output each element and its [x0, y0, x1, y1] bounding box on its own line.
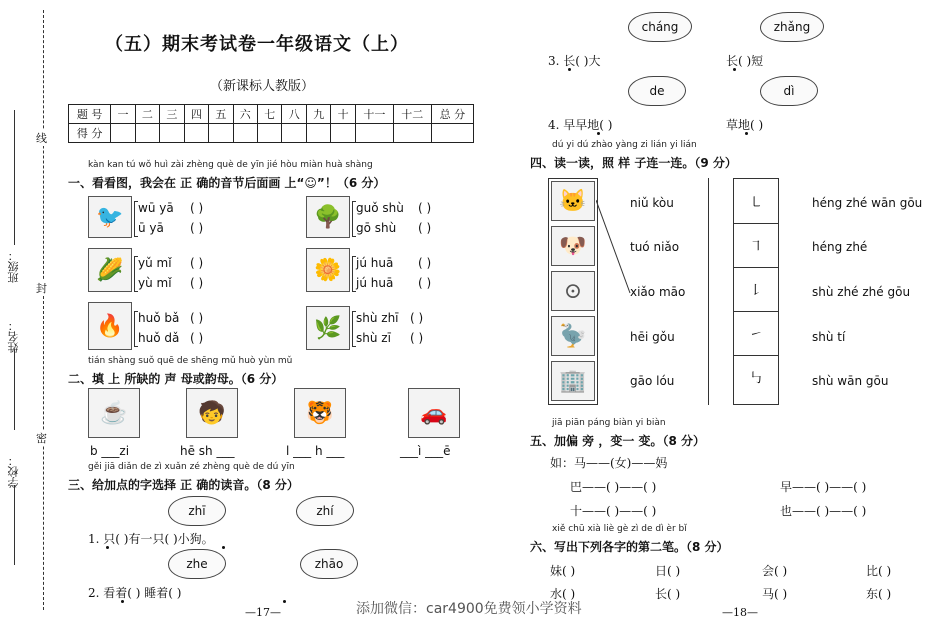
bracket: [134, 256, 138, 292]
option-a: huǒ bǎ: [138, 311, 180, 325]
building-icon: 🏢: [551, 361, 595, 401]
option-b: ū yā: [138, 221, 164, 235]
class-label: 班级：: [7, 250, 20, 283]
score-cell: 四: [184, 105, 208, 124]
emphasis-dot: [121, 600, 124, 603]
class-line: [14, 110, 15, 245]
score-input[interactable]: [160, 124, 184, 143]
stroke-answer[interactable]: 日( ): [655, 564, 681, 578]
answer-paren[interactable]: ( ): [190, 201, 204, 215]
answer-paren[interactable]: ( ): [190, 311, 204, 325]
score-cell: 十一: [355, 105, 393, 124]
section3-pinyin: gěi jiā diǎn de zì xuǎn zé zhèng què de dú yīn: [88, 462, 295, 472]
pinyin-leaf: zhe: [168, 549, 226, 579]
option-a: shù zhī: [356, 311, 399, 325]
score-cell: 六: [233, 105, 257, 124]
example-line: 如：马——(女)——妈: [550, 456, 668, 470]
stroke-glyph: ㇕: [734, 224, 778, 268]
emphasis-dot: [733, 68, 736, 71]
score-cell: 十二: [393, 105, 431, 124]
section1-pinyin: kàn kan tú wǒ huì zài zhèng què de yīn jié hòu miàn huà shàng: [88, 160, 373, 170]
stroke-glyph: ㇀: [734, 312, 778, 356]
seal-mi: 密: [36, 432, 47, 445]
stroke-glyph: ㇙: [734, 268, 778, 312]
section2-title: 二、填 上 所缺的 声 母或韵母。（6 分）: [68, 372, 284, 386]
page-number-right: —18—: [722, 606, 758, 619]
dog-icon: 🐶: [551, 226, 595, 266]
score-cell: 三: [160, 105, 184, 124]
section1-title: 一、看看图，我会在 正 确的音节后面画 上“☺”！（6 分）: [68, 176, 386, 190]
animal-pinyin[interactable]: hēi gǒu: [630, 330, 675, 344]
answer-paren[interactable]: ( ): [418, 201, 432, 215]
score-input[interactable]: [306, 124, 330, 143]
score-header-row: [69, 105, 474, 124]
score-input[interactable]: [258, 124, 282, 143]
radical-row[interactable]: 十——( )——( ): [570, 504, 657, 518]
bracket: [134, 311, 138, 347]
tiger-icon: 🐯: [294, 388, 346, 438]
score-cell: 题 号: [69, 105, 111, 124]
score-input[interactable]: [355, 124, 393, 143]
section6-pinyin: xiě chū xià liè gè zì de dì èr bǐ: [552, 524, 687, 534]
score-cell: 五: [209, 105, 233, 124]
divider-line: [708, 178, 709, 405]
page-subtitle: （新课标人教版）: [210, 79, 315, 94]
pinyin-leaf: zhí: [296, 496, 354, 526]
score-input[interactable]: [431, 124, 473, 143]
question-line[interactable]: 长( )短: [726, 54, 764, 68]
fill-blank[interactable]: b ___zi: [90, 444, 130, 458]
answer-paren[interactable]: ( ): [190, 331, 204, 345]
fill-blank[interactable]: hē sh ___: [180, 444, 235, 458]
car-icon: 🚗: [408, 388, 460, 438]
stroke-answer[interactable]: 长( ): [655, 587, 681, 601]
fill-blank[interactable]: ___ì ___ē: [400, 444, 451, 458]
fill-blank[interactable]: l ___ h ___: [286, 444, 345, 458]
bracket: [352, 311, 356, 347]
option-a: jú huā: [356, 256, 394, 270]
animal-pinyin[interactable]: niǔ kòu: [630, 196, 674, 210]
option-a: yǔ mǐ: [138, 256, 172, 270]
answer-paren[interactable]: ( ): [190, 276, 204, 290]
stroke-answer[interactable]: 水( ): [550, 587, 576, 601]
animal-pinyin[interactable]: tuó niǎo: [630, 240, 680, 254]
corn-icon: 🌽: [88, 248, 132, 292]
score-cell: 总 分: [431, 105, 473, 124]
option-b: gō shù: [356, 221, 397, 235]
score-cell: 得 分: [69, 124, 111, 143]
stroke-name[interactable]: shù tí: [812, 330, 846, 344]
seal-xian: 线: [36, 132, 47, 145]
page-number-left: —17—: [245, 606, 281, 619]
section6-title: 六、写出下列各字的第二笔。（8 分）: [530, 540, 729, 554]
watermark-text: 添加微信：car4900免费领小学资料: [356, 601, 582, 617]
section4-title: 四、读一读，照 样 子连一连。（9 分）: [530, 156, 737, 170]
section5-title: 五、加偏 旁 ，变一 变。（8 分）: [530, 434, 706, 448]
stroke-answer[interactable]: 妹( ): [550, 564, 576, 578]
question-line[interactable]: 草地( ): [726, 118, 764, 132]
stroke-glyph: ㇉: [749, 371, 763, 387]
name-label: 姓名：: [7, 320, 20, 353]
score-input[interactable]: [233, 124, 257, 143]
answer-paren[interactable]: ( ): [418, 256, 432, 270]
option-a: wū yā: [138, 201, 174, 215]
torch-icon: 🔥: [88, 302, 132, 350]
branch-icon: 🌿: [306, 306, 350, 350]
stroke-answer[interactable]: 东( ): [866, 587, 892, 601]
question-line[interactable]: 4. 早早地( ): [548, 118, 613, 132]
stroke-answer[interactable]: 马( ): [762, 587, 788, 601]
ostrich-icon: 🦤: [551, 316, 595, 356]
option-b: huǒ dǎ: [138, 331, 180, 345]
button-icon: ⊙: [551, 271, 595, 311]
radical-row[interactable]: 早——( )——( ): [780, 480, 867, 494]
answer-paren[interactable]: ( ): [418, 221, 432, 235]
score-cell: 七: [258, 105, 282, 124]
page-title: （五）期末考试卷一年级语文（上）: [105, 34, 409, 55]
school-label: 学校：: [7, 455, 20, 488]
score-input[interactable]: [282, 124, 306, 143]
pinyin-leaf: zhǎng: [760, 12, 824, 42]
seal-feng: 封: [36, 282, 47, 295]
cup-icon: ☕: [88, 388, 140, 438]
stroke-glyph: ㇄: [734, 180, 778, 224]
stroke-name[interactable]: shù wān gōu: [812, 374, 889, 388]
score-input[interactable]: [331, 124, 355, 143]
emphasis-dot: [283, 600, 286, 603]
pinyin-leaf: zhāo: [300, 549, 358, 579]
emphasis-dot: [745, 132, 748, 135]
cat-icon: 🐱: [551, 181, 595, 221]
section2-pinyin: tián shàng suǒ quē de shēng mǔ huò yùn mǔ: [88, 356, 293, 366]
score-input[interactable]: [135, 124, 159, 143]
answer-paren[interactable]: ( ): [410, 331, 424, 345]
score-cell: 一: [111, 105, 135, 124]
animal-pinyin[interactable]: gāo lóu: [630, 374, 675, 388]
score-input[interactable]: [209, 124, 233, 143]
section4-pinyin: dú yi dú zhào yàng zi lián yi lián: [552, 140, 697, 150]
child-icon: 🧒: [186, 388, 238, 438]
option-a: guǒ shù: [356, 201, 404, 215]
stroke-answer[interactable]: 比( ): [866, 564, 892, 578]
score-input[interactable]: [184, 124, 208, 143]
school-line: [14, 485, 15, 565]
score-cell: 二: [135, 105, 159, 124]
score-cell: 八: [282, 105, 306, 124]
radical-row[interactable]: 也——( )——( ): [780, 504, 867, 518]
score-table: [68, 104, 474, 143]
score-cell: 十: [331, 105, 355, 124]
animal-pinyin[interactable]: xiǎo māo: [630, 285, 686, 299]
score-input[interactable]: [111, 124, 135, 143]
section3-title: 三、给加点的字选择 正 确的读音。（8 分）: [68, 478, 299, 492]
score-input[interactable]: [393, 124, 431, 143]
pinyin-leaf: de: [628, 76, 686, 106]
bracket: [134, 201, 138, 237]
emphasis-dot: [106, 546, 109, 549]
tree-icon: 🌳: [306, 196, 350, 238]
answer-paren[interactable]: ( ): [190, 256, 204, 270]
bird-icon: 🐦: [88, 196, 132, 238]
flower-icon: 🌼: [306, 248, 350, 292]
answer-paren[interactable]: ( ): [410, 311, 424, 325]
question-line[interactable]: 3. 长( )大: [548, 54, 601, 68]
emphasis-dot: [222, 546, 225, 549]
radical-row[interactable]: 巴——( )——( ): [570, 480, 657, 494]
answer-paren[interactable]: ( ): [190, 221, 204, 235]
option-b: shù zī: [356, 331, 391, 345]
name-line: [14, 350, 15, 430]
stroke-name[interactable]: héng zhé: [812, 240, 868, 254]
stroke-answer[interactable]: 会( ): [762, 564, 788, 578]
pinyin-leaf: cháng: [628, 12, 692, 42]
section5-pinyin: jiā piān páng biàn yi biàn: [552, 418, 666, 428]
stroke-name[interactable]: héng zhé wān gōu: [812, 196, 923, 210]
option-b: jú huā: [356, 276, 394, 290]
score-cell: 九: [306, 105, 330, 124]
answer-paren[interactable]: ( ): [418, 276, 432, 290]
stroke-name[interactable]: shù zhé zhé gōu: [812, 285, 911, 299]
emphasis-dot: [568, 68, 571, 71]
pinyin-leaf: dì: [760, 76, 818, 106]
bracket: [352, 201, 356, 237]
bracket: [352, 256, 356, 292]
question-line[interactable]: 2. 看着( ) 睡着( ): [88, 586, 182, 600]
question-line[interactable]: 1. 只( )有一只( )小狗。: [88, 532, 214, 546]
score-value-row: [69, 124, 474, 143]
option-b: yù mǐ: [138, 276, 172, 290]
emphasis-dot: [597, 132, 600, 135]
binding-line: [43, 10, 44, 610]
pinyin-leaf: zhī: [168, 496, 226, 526]
